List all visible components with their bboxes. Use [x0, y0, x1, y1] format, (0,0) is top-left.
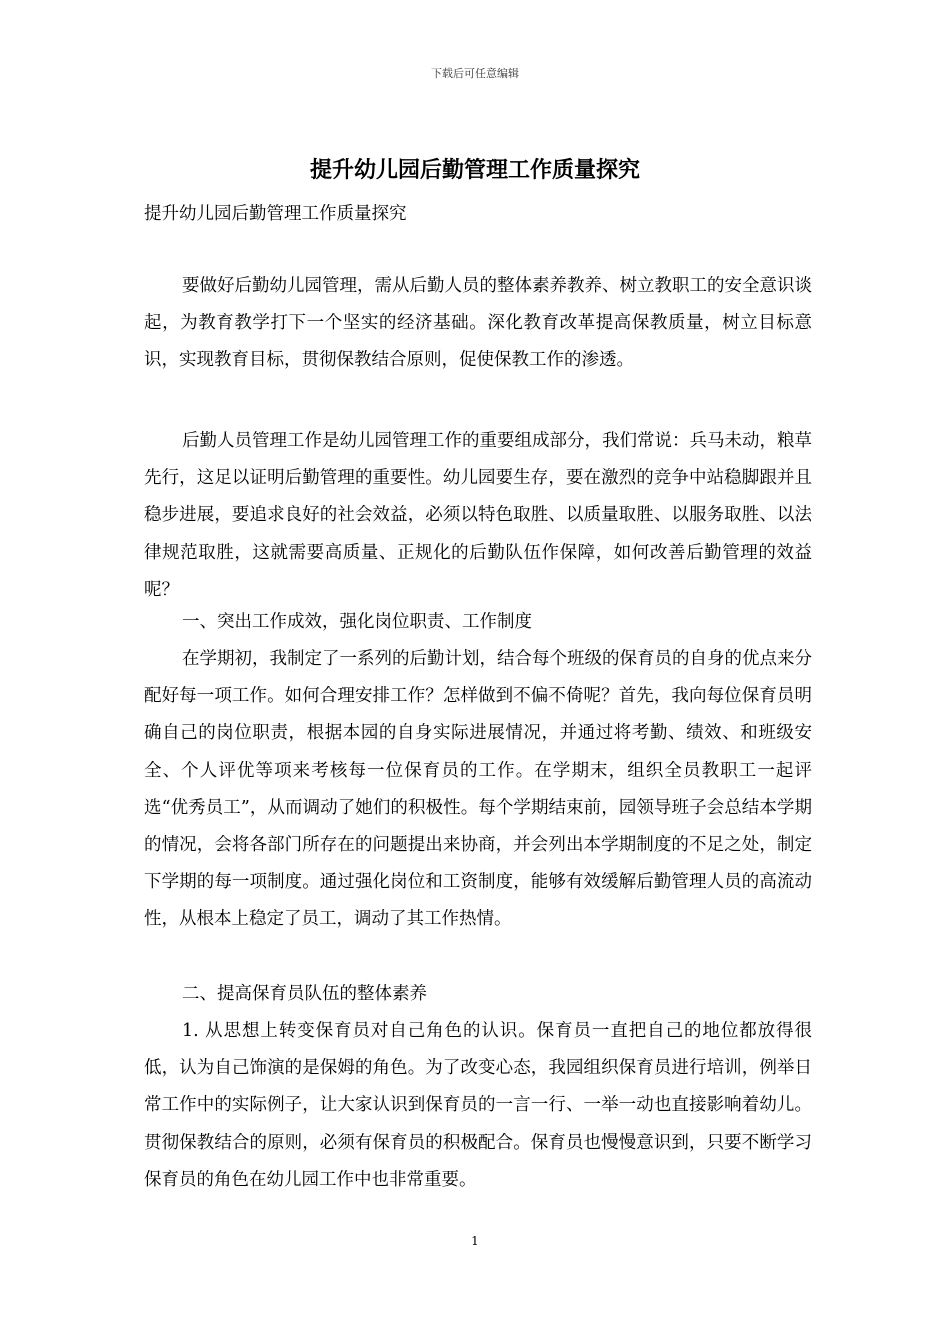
section-heading-1: 一、突出工作成效，强化岗位职责、工作制度 [182, 612, 532, 632]
paragraph-importance: 后勤人员管理工作是幼儿园管理工作的重要组成部分，我们常说：兵马未动，粮草先行，这足以证明后勤管理的重要性。幼儿园要生存，要在激烈的竞争中站稳脚跟并且稳步进展，要追求良好的社会效益，必须以特色取胜、以质量取胜、以服务取胜、以法律规范取胜，这就需要高质量、正规化的后勤队伍作保障，如何改善后勤管理的效益呢？ [144, 431, 812, 600]
paragraph-intro: 要做好后勤幼儿园管理，需从后勤人员的整体素养教养、树立教职工的安全意识谈起，为教育教学打下一个坚实的经济基础。深化教育改革提高保教质量，树立目标意识，实现教育目标，贯彻保教结合原则，促使保教工作的渗透。 [144, 276, 812, 371]
paragraph-responsibilities: 在学期初，我制定了一系列的后勤计划，结合每个班级的保育员的自身的优点来分配好每一项工作。如何合理安排工作？怎样做到不偏不倚呢？首先，我向每位保育员明确自己的岗位职责，根据本园的自身实际进展情况，并通过将考勤、绩效、和班级安全、个人评优等项来考核每一位保育员的工作。在学期末，组织全员教职工一起评选“优秀员工”，从而调动了她们的积极性。每个学期结束前，园领导班子会总结本学期的情况，会将各部门所存在的问题提出来协商，并会列出本学期制度的不足之处，制定下学期的每一项制度。通过强化岗位和工资制度，能够有效缓解后勤管理人员的高流动性，从根本上稳定了员工，调动了其工作热情。 [144, 649, 812, 930]
page-number: 1 [471, 1234, 479, 1248]
header-note: 下载后可任意编辑 [431, 67, 519, 80]
document-title: 提升幼儿园后勤管理工作质量探究 [309, 157, 640, 183]
document-subtitle: 提升幼儿园后勤管理工作质量探究 [144, 204, 407, 224]
section-heading-2: 二、提高保育员队伍的整体素养 [182, 984, 427, 1004]
paragraph-role-awareness: 1. 从思想上转变保育员对自己角色的认识。保育员一直把自己的地位都放得很低，认为自己饰演的是保姆的角色。为了改变心态，我园组织保育员进行培训，例举日常工作中的实际例子，让大家认识到保育员的一言一行、一举一动也直接影响着幼儿。贯彻保教结合的原则，必须有保育员的积极配合。保育员也慢慢意识到，只要不断学习保育员的角色在幼儿园工作中也非常重要。 [144, 1021, 812, 1190]
